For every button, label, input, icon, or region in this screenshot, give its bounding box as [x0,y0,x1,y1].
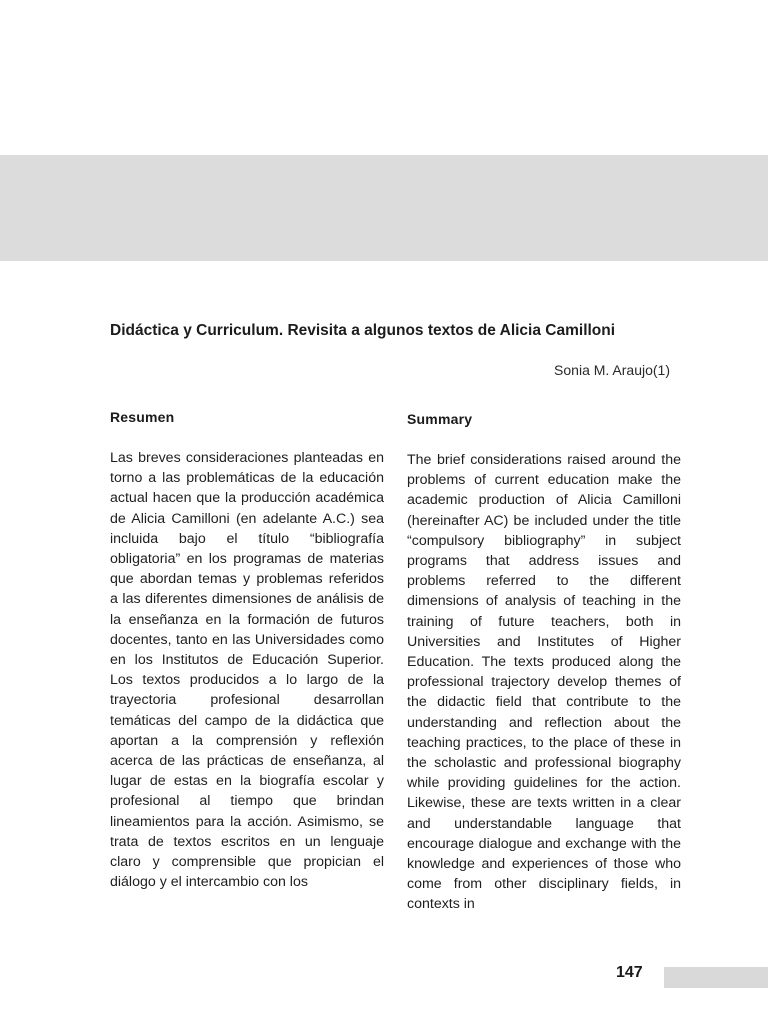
author-name: Sonia M. Araujo(1) [554,362,670,378]
resumen-heading: Resumen [110,409,175,425]
summary-heading: Summary [407,411,473,427]
summary-body: The brief considerations raised around the problems of current education make the academic production of Alicia Camilloni (hereinafter AC) be included under the title “compulsory bibliography” in subject programs that address issues and problems referred to the different dimensions of analysis of teaching in the training of future teachers, both in Universities and Institutes of Higher Education. The texts produced along the professional trajectory develop themes of the didactic field that contribute to the understanding and reflection about the teaching practices, to the place of these in the scholastic and professional biography while providing guidelines for the action. Likewise, these are texts written in a clear and understandable language that encourage dialogue and exchange with the knowledge and experiences of those who come from other disciplinary fields, in contexts in [407,452,681,913]
resumen-body: Las breves consideraciones planteadas en torno a las problemáticas de la educación actual hacen que la producción académica de Alicia Camilloni (en adelante A.C.) sea incluida bajo el título “bibliografía obligatoria” en los programas de materias que abordan temas y problemas referidos a las diferentes dimensiones de análisis de la enseñanza en la formación de futuros docentes, tanto en las Universidades como en los Institutos de Educación Superior. Los textos producidos a lo largo de la trayectoria profesional desarrollan temáticas del campo de la didáctica que aportan a la comprensión y reflexión acerca de las prácticas de enseñanza, al lugar de estas en la biografía escolar y profesional al tiempo que brindan lineamientos para la acción. Asimismo, se trata de textos escritos en un lenguaje claro y comprensible que propician el diálogo y el intercambio con los [110,450,384,891]
footer-bar [664,967,768,988]
summary-column [407,411,681,915]
page-number: 147 [616,964,643,981]
article-title: Didáctica y Curriculum. Revisita a algunos textos de Alicia Camilloni [110,322,616,339]
title-band [0,155,768,378]
resumen-column [110,409,384,892]
